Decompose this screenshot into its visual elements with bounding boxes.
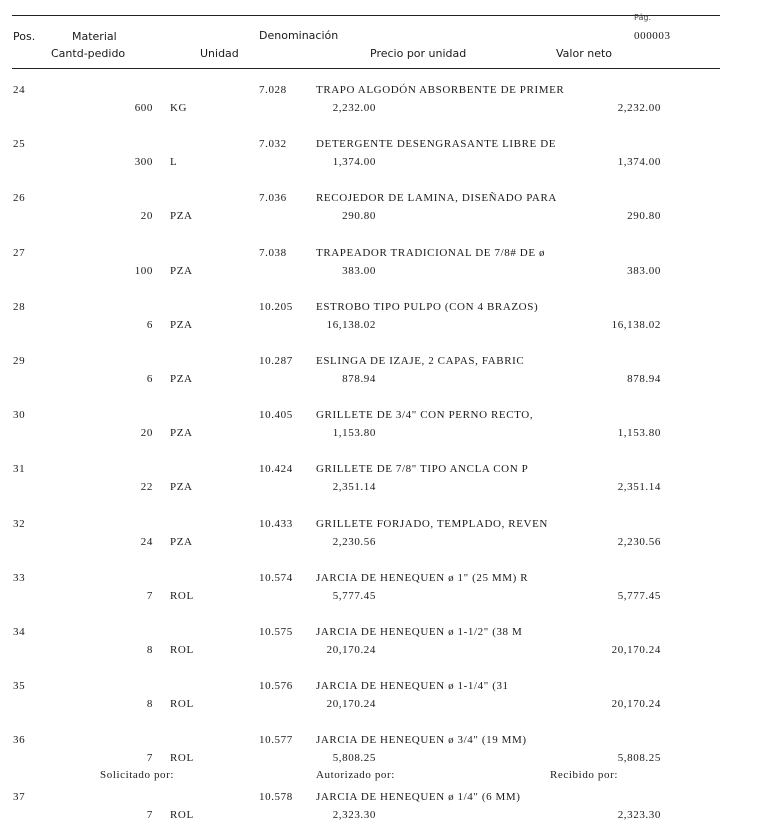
item-unit-price: 1,153.80 — [332, 427, 376, 439]
signature-recibido: Recibido por: — [550, 769, 618, 781]
item-unit-price: 878.94 — [342, 373, 376, 385]
item-unit-price: 2,323.30 — [332, 809, 376, 821]
item-quantity: 300 — [134, 156, 153, 168]
item-material: 10.575 — [259, 626, 293, 638]
item-net-value: 20,170.24 — [611, 698, 661, 710]
item-description: RECOJEDOR DE LAMINA, DISEÑADO PARA — [316, 192, 557, 204]
item-unit: L — [170, 156, 178, 168]
item-description: GRILLETE FORJADO, TEMPLADO, REVEN — [316, 518, 548, 530]
item-net-value: 1,374.00 — [617, 156, 661, 168]
item-material: 7.036 — [259, 192, 287, 204]
item-unit: PZA — [170, 427, 193, 439]
item-unit-price: 16,138.02 — [326, 319, 376, 331]
item-quantity: 100 — [134, 265, 153, 277]
item-unit: ROL — [170, 698, 194, 710]
item-net-value: 878.94 — [627, 373, 661, 385]
item-description: JARCIA DE HENEQUEN ø 1-1/2" (38 M — [316, 626, 523, 638]
page-label: Pág. — [634, 13, 651, 22]
item-description: GRILLETE DE 3/4" CON PERNO RECTO, — [316, 409, 534, 421]
item-pos: 37 — [13, 791, 26, 803]
item-pos: 34 — [13, 626, 26, 638]
item-quantity: 7 — [146, 590, 153, 602]
col-header-material: Material — [72, 30, 117, 43]
top-rule — [12, 15, 720, 16]
item-unit: PZA — [170, 265, 193, 277]
item-net-value: 2,323.30 — [617, 809, 661, 821]
signature-autorizado: Autorizado por: — [316, 769, 395, 781]
item-description: JARCIA DE HENEQUEN ø 1-1/4" (31 — [316, 680, 509, 692]
item-pos: 26 — [13, 192, 26, 204]
item-unit-price: 1,374.00 — [332, 156, 376, 168]
col-header-denominacion: Denominación — [259, 29, 339, 42]
item-unit-price: 2,232.00 — [332, 102, 376, 114]
item-pos: 28 — [13, 301, 26, 313]
item-pos: 25 — [13, 138, 26, 150]
item-unit-price: 5,777.45 — [332, 590, 376, 602]
item-unit-price: 20,170.24 — [326, 698, 376, 710]
item-unit: ROL — [170, 644, 194, 656]
item-unit-price: 2,351.14 — [332, 481, 376, 493]
item-unit-price: 2,230.56 — [332, 536, 376, 548]
item-material: 10.287 — [259, 355, 293, 367]
item-pos: 27 — [13, 247, 26, 259]
item-material: 10.576 — [259, 680, 293, 692]
item-unit: ROL — [170, 590, 194, 602]
item-quantity: 20 — [140, 427, 153, 439]
item-quantity: 600 — [134, 102, 153, 114]
item-pos: 24 — [13, 84, 26, 96]
col-header-precio: Precio por unidad — [370, 47, 467, 60]
item-material: 7.038 — [259, 247, 287, 259]
item-quantity: 22 — [140, 481, 153, 493]
item-pos: 29 — [13, 355, 26, 367]
item-material: 10.574 — [259, 572, 293, 584]
item-unit: PZA — [170, 373, 193, 385]
col-header-cantidad: Cantd-pedido — [51, 47, 126, 60]
item-quantity: 7 — [146, 809, 153, 821]
item-pos: 36 — [13, 734, 26, 746]
item-unit: ROL — [170, 752, 194, 764]
header-rule — [12, 68, 720, 69]
item-material: 10.205 — [259, 301, 293, 313]
item-material: 7.032 — [259, 138, 287, 150]
item-description: ESLINGA DE IZAJE, 2 CAPAS, FABRIC — [316, 355, 525, 367]
item-unit: PZA — [170, 319, 193, 331]
item-quantity: 7 — [146, 752, 153, 764]
item-net-value: 2,351.14 — [617, 481, 661, 493]
signature-solicitado: Solicitado por: — [100, 769, 175, 781]
item-net-value: 2,232.00 — [617, 102, 661, 114]
item-net-value: 16,138.02 — [611, 319, 661, 331]
item-material: 10.577 — [259, 734, 293, 746]
item-net-value: 290.80 — [627, 210, 661, 222]
item-pos: 30 — [13, 409, 26, 421]
item-unit: PZA — [170, 536, 193, 548]
item-net-value: 20,170.24 — [611, 644, 661, 656]
item-pos: 31 — [13, 463, 26, 475]
page-number: 000003 — [634, 30, 671, 42]
item-net-value: 383.00 — [627, 265, 661, 277]
item-quantity: 8 — [146, 644, 153, 656]
item-pos: 33 — [13, 572, 26, 584]
item-unit: PZA — [170, 210, 193, 222]
item-net-value: 5,808.25 — [617, 752, 661, 764]
item-description: ESTROBO TIPO PULPO (CON 4 BRAZOS) — [316, 301, 539, 313]
item-quantity: 6 — [146, 319, 153, 331]
item-description: TRAPO ALGODÓN ABSORBENTE DE PRIMER — [316, 84, 565, 96]
item-pos: 32 — [13, 518, 26, 530]
item-unit-price: 5,808.25 — [332, 752, 376, 764]
item-quantity: 6 — [146, 373, 153, 385]
item-description: JARCIA DE HENEQUEN ø 3/4" (19 MM) — [316, 734, 527, 746]
item-material: 10.578 — [259, 791, 293, 803]
item-unit: ROL — [170, 809, 194, 821]
item-description: DETERGENTE DESENGRASANTE LIBRE DE — [316, 138, 557, 150]
item-unit-price: 290.80 — [342, 210, 376, 222]
item-net-value: 2,230.56 — [617, 536, 661, 548]
item-unit-price: 383.00 — [342, 265, 376, 277]
col-header-pos: Pos. — [13, 30, 36, 43]
item-description: JARCIA DE HENEQUEN ø 1" (25 MM) R — [316, 572, 529, 584]
item-description: TRAPEADOR TRADICIONAL DE 7/8# DE ø — [316, 247, 546, 259]
item-unit: PZA — [170, 481, 193, 493]
item-material: 10.424 — [259, 463, 293, 475]
col-header-valor: Valor neto — [556, 47, 612, 60]
item-quantity: 8 — [146, 698, 153, 710]
item-unit-price: 20,170.24 — [326, 644, 376, 656]
item-description: JARCIA DE HENEQUEN ø 1/4" (6 MM) — [316, 791, 521, 803]
item-material: 10.405 — [259, 409, 293, 421]
item-unit: KG — [170, 102, 188, 114]
item-quantity: 24 — [140, 536, 153, 548]
item-description: GRILLETE DE 7/8" TIPO ANCLA CON P — [316, 463, 529, 475]
col-header-unidad: Unidad — [200, 47, 239, 60]
item-material: 10.433 — [259, 518, 293, 530]
item-net-value: 5,777.45 — [617, 590, 661, 602]
item-quantity: 20 — [140, 210, 153, 222]
item-pos: 35 — [13, 680, 26, 692]
item-net-value: 1,153.80 — [617, 427, 661, 439]
item-material: 7.028 — [259, 84, 287, 96]
